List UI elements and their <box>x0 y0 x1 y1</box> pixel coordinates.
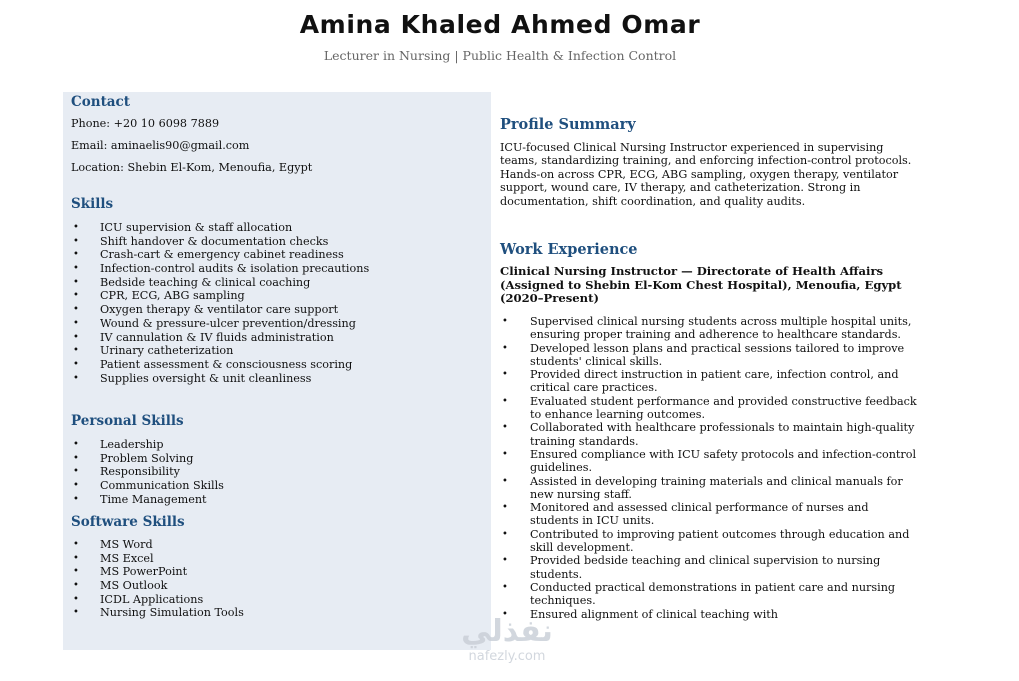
list-item: • Supervised clinical nursing students across multiple hospital units, ensuring proper training and adherence to healthcare standards. <box>500 315 920 342</box>
list-item: • Ensured alignment of clinical teaching with <box>500 608 920 621</box>
list-item: • Problem Solving <box>71 452 224 466</box>
personal-skills-list <box>71 438 224 506</box>
list-item: • Patient assessment & consciousness scoring <box>71 358 369 372</box>
work-experience-heading: Work Experience <box>500 241 638 258</box>
list-item: • Shift handover & documentation checks <box>71 235 369 249</box>
contact-location: Location: Shebin El-Kom, Menoufia, Egypt <box>71 161 313 174</box>
list-item: • Nursing Simulation Tools <box>71 606 244 620</box>
list-item: • Bedside teaching & clinical coaching <box>71 276 369 290</box>
list-item: • Developed lesson plans and practical sessions tailored to improve students' clinical skills. <box>500 342 920 369</box>
list-item: • Leadership <box>71 438 224 452</box>
list-item: • Evaluated student performance and provided constructive feedback to enhance learning outcomes. <box>500 395 920 422</box>
page-tagline: Lecturer in Nursing | Public Health & Infection Control <box>323 48 677 63</box>
list-item: • Supplies oversight & unit cleanliness <box>71 372 369 386</box>
contact-phone: Phone: +20 10 6098 7889 <box>71 117 220 130</box>
contact-heading: Contact <box>71 94 131 110</box>
list-item: • Contributed to improving patient outcomes through education and skill development. <box>500 528 920 555</box>
list-item: • MS Outlook <box>71 579 244 593</box>
list-item: • Wound & pressure-ulcer prevention/dressing <box>71 317 369 331</box>
list-item: • Provided bedside teaching and clinical supervision to nursing students. <box>500 554 920 581</box>
list-item: • Oxygen therapy & ventilator care support <box>71 303 369 317</box>
list-item: • Provided direct instruction in patient care, infection control, and critical care practices. <box>500 368 920 395</box>
list-item: • CPR, ECG, ABG sampling <box>71 289 369 303</box>
experience-list <box>500 315 920 621</box>
page-name: Amina Khaled Ahmed Omar <box>299 10 701 39</box>
list-item: • Communication Skills <box>71 479 224 493</box>
software-skills-list <box>71 538 244 620</box>
list-item: • ICDL Applications <box>71 593 244 607</box>
software-skills-heading: Software Skills <box>71 514 185 530</box>
list-item: • MS Word <box>71 538 244 552</box>
list-item: • MS Excel <box>71 552 244 566</box>
job-title: Clinical Nursing Instructor — Directorate of Health Affairs (Assigned to Shebin El-Kom Chest Hospital), Menoufia, Egypt (2020–Present) <box>500 264 902 305</box>
contact-email: Email: aminaelis90@gmail.com <box>71 139 250 152</box>
watermark <box>447 615 567 677</box>
profile-summary-text: ICU-focused Clinical Nursing Instructor experienced in supervising teams, standardizing training, and enforcing infection-control protocols. Hands-on across CPR, ECG, ABG sampling, oxygen therapy, ventilator support, wound care, IV therapy, and catheterization. Strong in documentation, shift coordination, and quality audits. <box>500 141 912 208</box>
list-item: • Crash-cart & emergency cabinet readiness <box>71 248 369 262</box>
watermark-logo: نفذلي <box>461 614 553 649</box>
list-item: • MS PowerPoint <box>71 565 244 579</box>
skills-heading: Skills <box>71 196 114 212</box>
list-item: • Conducted practical demonstrations in patient care and nursing techniques. <box>500 581 920 608</box>
list-item: • Collaborated with healthcare professionals to maintain high-quality training standards. <box>500 421 920 448</box>
personal-skills-heading: Personal Skills <box>71 413 184 429</box>
list-item: • Infection-control audits & isolation precautions <box>71 262 369 276</box>
watermark-text: nafezly.com <box>468 649 546 664</box>
list-item: • ICU supervision & staff allocation <box>71 221 369 235</box>
list-item: • IV cannulation & IV fluids administration <box>71 331 369 345</box>
list-item: • Time Management <box>71 493 224 507</box>
list-item: • Ensured compliance with ICU safety protocols and infection-control guidelines. <box>500 448 920 475</box>
list-item: • Assisted in developing training materials and clinical manuals for new nursing staff. <box>500 475 920 502</box>
list-item: • Responsibility <box>71 465 224 479</box>
list-item: • Urinary catheterization <box>71 344 369 358</box>
list-item: • Monitored and assessed clinical performance of nurses and students in ICU units. <box>500 501 920 528</box>
profile-summary-heading: Profile Summary <box>500 116 636 133</box>
skills-list <box>71 221 369 385</box>
